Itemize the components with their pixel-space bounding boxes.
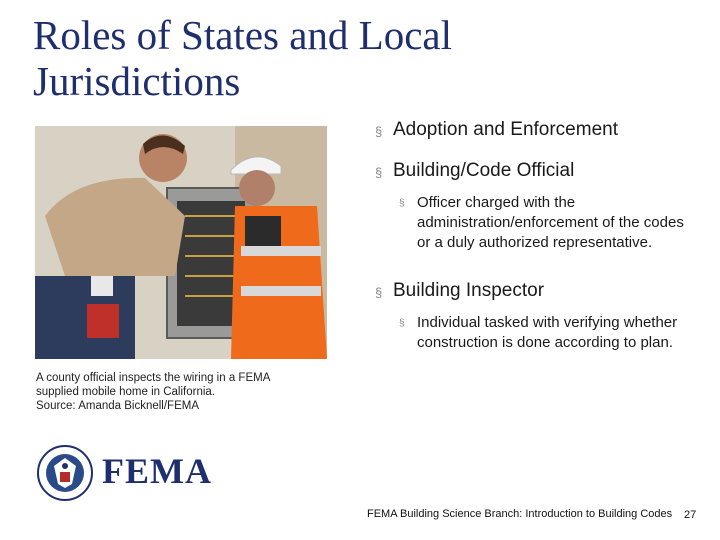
photo-caption [36, 371, 336, 413]
bullet-list [375, 118, 695, 353]
caption-line-1: A county official inspects the wiring in a FEMA [36, 372, 271, 384]
sub-bullet-text: Individual tasked with verifying whether construction is done according to plan. [417, 314, 678, 351]
caption-line-3: Source: Amanda Bicknell/FEMA [36, 400, 199, 412]
sub-bullet-marker-icon: § [399, 318, 405, 329]
bullet-text: Building Inspector [393, 280, 545, 301]
bullet-adoption [375, 118, 695, 142]
fema-wordmark: FEMA [102, 451, 212, 491]
page-number: 27 [684, 509, 697, 521]
sub-bullet-code-official [399, 193, 695, 253]
bullet-text: Building/Code Official [393, 160, 575, 181]
footer-text: FEMA Building Science Branch: Introduction to Building Codes [367, 508, 673, 520]
dhs-seal-icon [36, 444, 96, 502]
bullet-code-official [375, 159, 695, 183]
title-line-2: Jurisdictions [33, 58, 241, 104]
bullet-inspector [375, 279, 695, 303]
title-line-1: Roles of States and Local [33, 12, 453, 58]
sub-bullet-text: Officer charged with the administration/enforcement of the codes or a duly authorized representative. [417, 194, 684, 251]
bullet-marker-icon: § [375, 165, 383, 180]
sub-bullet-inspector [399, 313, 695, 353]
bullet-marker-icon: § [375, 285, 383, 300]
bullet-marker-icon: § [375, 124, 383, 139]
slide-title [33, 12, 633, 104]
fema-logo [36, 444, 216, 502]
photo-illustration [35, 126, 327, 359]
sub-bullet-marker-icon: § [399, 198, 405, 209]
caption-line-2: supplied mobile home in California. [36, 386, 215, 398]
inspection-photo [35, 126, 327, 359]
bullet-text: Adoption and Enforcement [393, 119, 618, 140]
